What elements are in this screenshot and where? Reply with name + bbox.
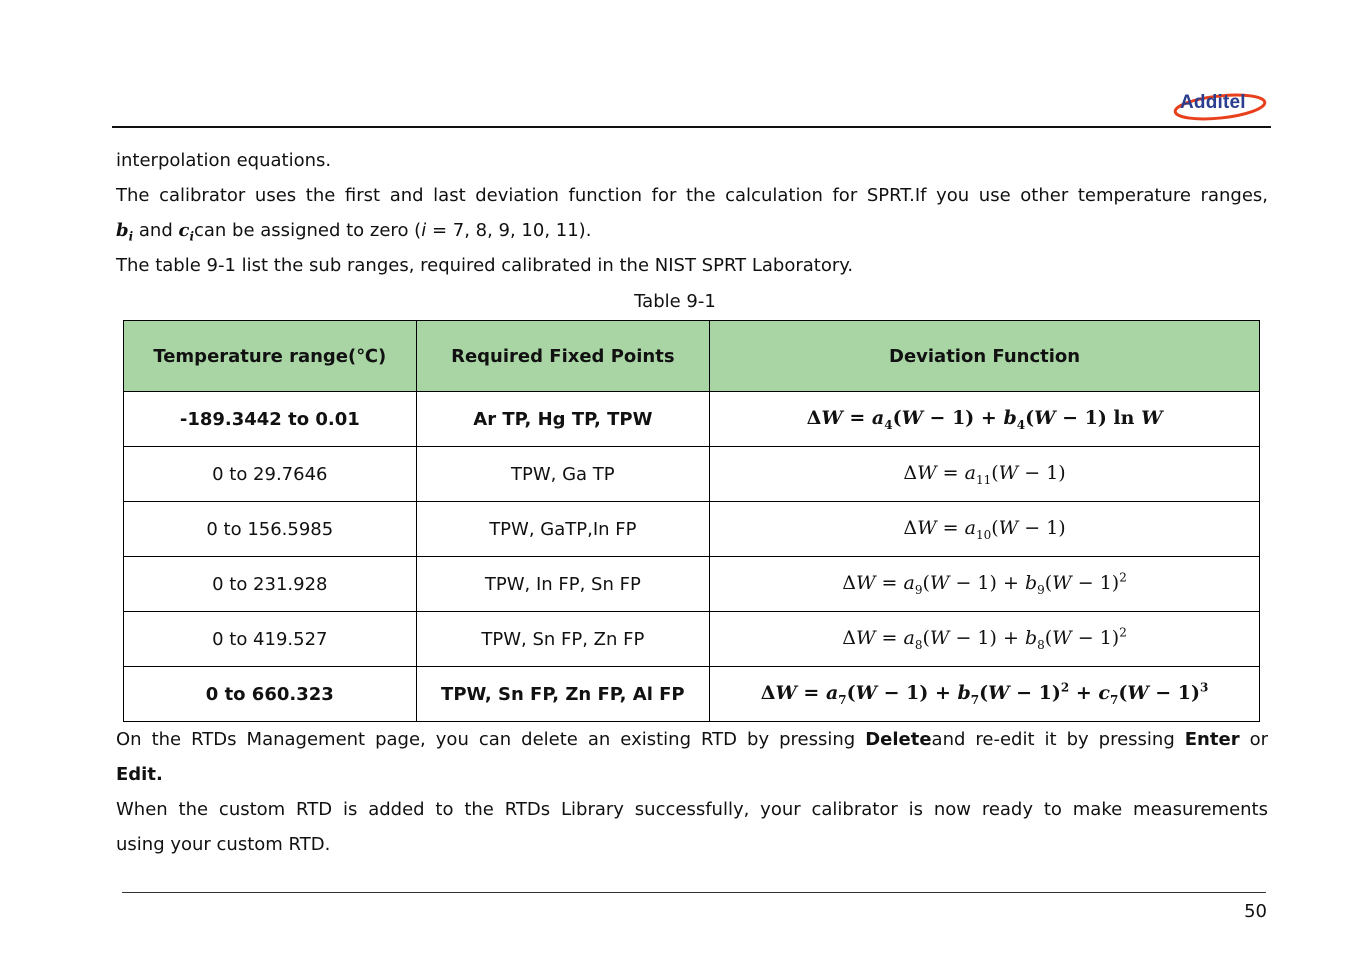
temperature-range-cell: 0 to 156.5985 xyxy=(124,502,417,557)
intro-line-1: interpolation equations. xyxy=(116,150,332,171)
table-row xyxy=(124,447,1260,502)
fixed-points-cell: TPW, Sn FP, Zn FP, Al FP xyxy=(416,667,710,722)
temperature-range-cell: 0 to 29.7646 xyxy=(124,447,417,502)
header-temperature-range: Temperature range(℃) xyxy=(124,321,417,392)
table-caption: Table 9-1 xyxy=(634,291,716,312)
table-row xyxy=(124,392,1260,447)
symbol-c-i: $c_i$ xyxy=(178,220,194,244)
temperature-range-cell: 0 to 419.527 xyxy=(124,612,417,667)
intro-line-4: The table 9-1 list the sub ranges, required calibrated in the NIST SPRT Laboratory. xyxy=(116,255,854,276)
temperature-range-cell: 0 to 231.928 xyxy=(124,557,417,612)
equation-cell: $\Delta W = a_{10}(W - 1)$ xyxy=(710,502,1260,557)
custom-rtd-line-1: When the custom RTD is added to the RTDs Library successfully, your calibrator is now ready to make measurements xyxy=(116,799,1268,820)
temperature-range-cell: -189.3442 to 0.01 xyxy=(124,392,417,447)
fixed-points-cell: TPW, Sn FP, Zn FP xyxy=(416,612,710,667)
edit-key-label: Edit. xyxy=(116,764,163,785)
header-fixed-points: Required Fixed Points xyxy=(416,321,710,392)
additel-logo xyxy=(1172,90,1270,124)
table-row xyxy=(124,612,1260,667)
fixed-points-cell: TPW, Ga TP xyxy=(416,447,710,502)
header-divider xyxy=(112,126,1271,128)
delete-key-label: Delete xyxy=(865,729,932,750)
equation-cell: $\Delta W = a_9(W - 1) + b_9(W - 1)^2$ xyxy=(710,557,1260,612)
equation-cell: $\Delta W = a_7(W - 1) + b_7(W - 1)^2 + c_7(W - 1)^3$ xyxy=(710,667,1260,722)
page-number: 50 xyxy=(1244,901,1267,922)
intro-line-2: The calibrator uses the first and last deviation function for the calculation for SPRT.If you use other temperature ranges, xyxy=(116,185,1268,206)
table-row xyxy=(124,667,1260,722)
intro-line-3: $b_i$ and $c_ican$ be assigned to zero (i = 7, 8, 9, 10, 11). xyxy=(116,220,592,244)
footer-divider xyxy=(122,892,1266,893)
equation-cell: $\Delta W = a_{11}(W - 1)$ xyxy=(710,447,1260,502)
logo-text: Additel xyxy=(1180,92,1246,113)
equation-cell: $\Delta W = a_8(W - 1) + b_8(W - 1)^2$ xyxy=(710,612,1260,667)
enter-key-label: Enter xyxy=(1184,729,1240,750)
fixed-points-cell: Ar TP, Hg TP, TPW xyxy=(416,392,710,447)
table-row xyxy=(124,502,1260,557)
fixed-points-cell: TPW, GaTP,In FP xyxy=(416,502,710,557)
header-deviation-function: Deviation Function xyxy=(710,321,1260,392)
temperature-range-cell: 0 to 660.323 xyxy=(124,667,417,722)
equation-cell: $\Delta W = a_4(W - 1) + b_4(W - 1)$ ln W xyxy=(710,392,1260,447)
table-header-row xyxy=(124,321,1260,392)
rtd-management-paragraph: On the RTDs Management page, you can delete an existing RTD by pressing Deleteand re-edit it by pressing Enter or xyxy=(116,729,1268,750)
rtd-management-paragraph-end xyxy=(116,757,1268,792)
symbol-b-i: $b_i$ xyxy=(116,220,134,244)
table-row xyxy=(124,557,1260,612)
custom-rtd-line-2: using your custom RTD. xyxy=(116,834,331,855)
fixed-points-cell: TPW, In FP, Sn FP xyxy=(416,557,710,612)
deviation-function-table xyxy=(123,320,1260,722)
